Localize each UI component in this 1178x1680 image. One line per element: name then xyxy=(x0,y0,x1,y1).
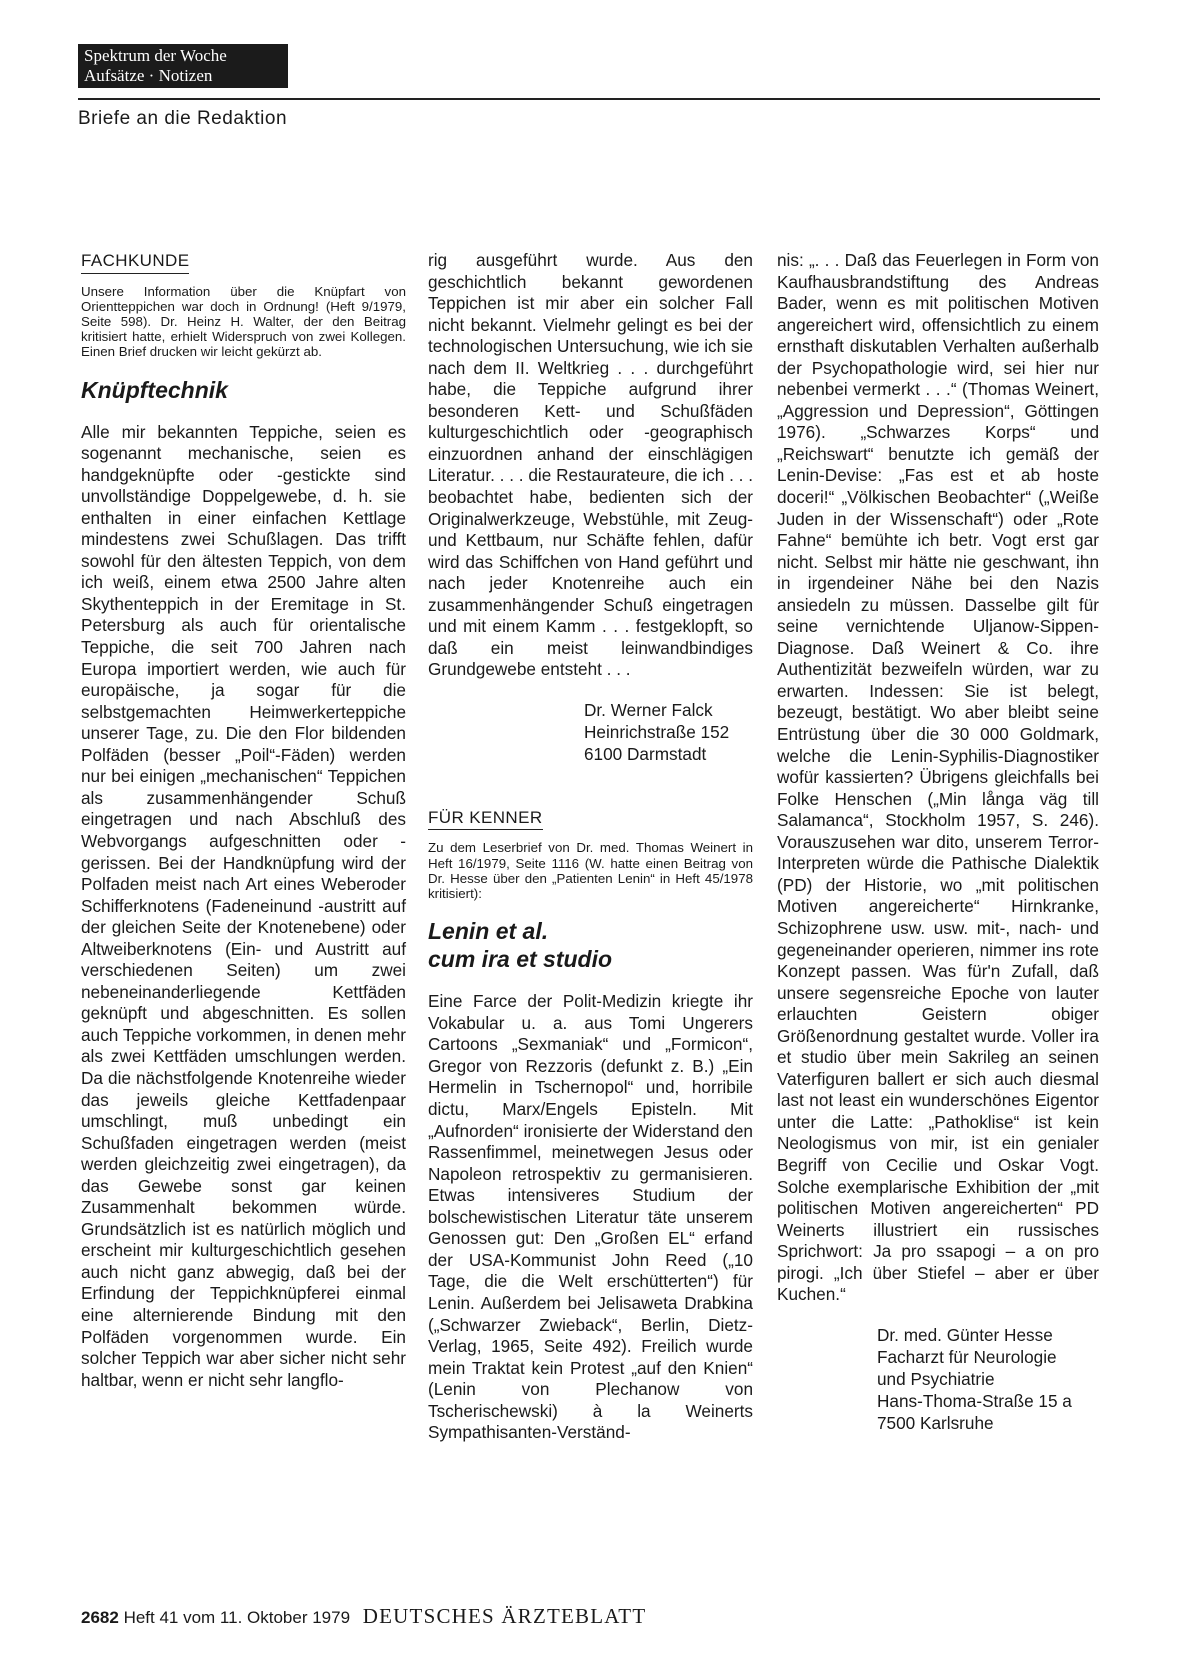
letter2-body-part1: Eine Farce der Polit-Medizin kriegte ihr Vokabular u. a. aus Tomi Ungerers Cartoons „Sexmaniak“ und „Formicon“, Gregor von Rezzoris (defunkt z. B.) „Ein Hermelin in Tschernopol“ und, horribile dictu, Marx/Engels Episteln. Mit „Aufnorden“ ironisierte der Widerstand den Rassenfimmel, meinetwegen Jesus oder Napoleon retrospektiv zu germanisieren. Etwas intensiveres Studium der bolschewistischen Literatur täte unserem Genossen gut: Den „Großen EL“ erfand der USA-Kommunist John Reed („10 Tage, die die Welt erschütterten“) für Lenin. Außerdem bei Jelisaweta Drabkina („Schwarzer Zwieback“, Berlin, Dietz-Verlag, 1965, Seite 492). Freilich wurde mein Traktat kein Protest „auf den Knien“ (Lenin von Plechanow von Tscherischewski) à la Weinerts Sympathisanten-Verständ- xyxy=(428,991,753,1443)
letter2-headline-line1: Lenin et al. xyxy=(428,918,549,945)
journal-name: DEUTSCHES ÄRZTEBLATT xyxy=(362,1604,647,1628)
letter1-body-part1: Alle mir bekannten Teppiche, seien es sogenannt mechanische, seien es handgeknüpfte oder -gestickte sind unvollständige Doppelgewebe, d. h. sie enthalten in einer einfachen Kettlage mindestens zwei Schußlagen. Das trifft sowohl für den ältesten Teppich, von dem ich weiß, einem etwa 2500 Jahre alten Skythenteppich in der Eremitage in St. Petersburg als auch für orientalische Teppiche, die seit 700 Jahren nach Europa importiert werden, wie auch für europäische, ja sogar für die selbstgemachten Heimwerkerteppiche unserer Tage, zu. Die den Flor bildenden Polfäden (besser „Poil“-Fäden) werden nur bei einigen „mechanischen“ Teppichen als zusammenhängender Schuß eingetragen und nach Abschluß des Webvorgangs aufgeschnitten oder -gerissen. Bei der Handknüpfung wird der Polfaden meist nach Art eines Weberoder Schifferknotens (Fadeneinund -austritt auf der gleichen Seite der Knotenebene) oder Altweiberknotens (Ein- und Austritt auf verschiedenen Seiten) um zwei nebeneinanderliegende Kettfäden geknüpft und abgeschnitten. Es sollen auch Teppiche vorkommen, in denen mehr als zwei Kettfäden umschlungen werden. Da die nächstfolgende Knotenreihe wieder das jeweils gleiche Kettfadenpaar umschlingt, muß unbedingt ein Schußfaden eingetragen werden (meist werden gleichzeitig zwei eingetragen), da das Gewebe sonst gar keinen Zusammenhalt bekommen würde. Grundsätzlich ist es natürlich möglich und erscheint mir kulturgeschichtlich gesehen auch nicht ganz abwegig, daß bei der Erfindung der Teppichknüpferei einmal eine alternierende Bindung mit den Polfäden vorgenommen wurde. Ein solcher Teppich war aber sicher nicht sehr haltbar, wenn er nicht sehr langflo- xyxy=(81,421,406,1390)
page-footer xyxy=(81,1604,646,1629)
section-label-line2: Aufsätze · Notizen xyxy=(84,66,213,85)
signature-line: 6100 Darmstadt xyxy=(584,743,707,764)
column-3 xyxy=(777,250,1099,1434)
letter1-intro: Unsere Information über die Knüpfart von Orientteppichen war doch in Ordnung! (Heft 9/1979, Seite 598). Dr. Heinz H. Walter, der den Beitrag kritisiert hatte, erhielt Widerspruch von zwei Kollegen. Einen Brief drucken wir leicht gekürzt ab. xyxy=(81,283,406,360)
letter1-kicker: FACHKUNDE xyxy=(81,250,189,274)
signature-line: 7500 Karlsruhe xyxy=(877,1412,994,1433)
letter2-signature xyxy=(877,1324,1099,1434)
letter1-body-part2: rig ausgeführt wurde. Aus den geschichtlich bekannt gewordenen Teppichen ist mir aber ein solcher Fall nicht bekannt. Vielmehr gelingt es bei der technologischen Untersuchung, wie ich sie nach dem II. Weltkrieg . . . durchgeführt habe, die Teppiche aufgrund ihrer besonderen Kett- und Schußfäden kulturgeschichtlich oder -geographisch einzuordnen anhand der einschlägigen Literatur. . . . die Restaurateure, die ich . . . beobachtet habe, bedienten sich der Originalwerkzeuge, Webstühle, mit Zeug- und Kettbaum, nur Schäfte fehlen, dafür wird das Schiffchen von Hand geführt und nach jeder Knotenreihe auch ein zusammenhängender Schuß eingetragen und mit einem Kamm . . . festgeklopft, so daß ein meist leinwandbindiges Grundgewebe entsteht . . . xyxy=(428,250,753,680)
letter2-kicker: FÜR KENNER xyxy=(428,807,543,831)
header-rule xyxy=(78,98,1100,100)
page-number: 2682 xyxy=(81,1608,119,1627)
section-label-line1: Spektrum der Woche xyxy=(84,46,227,65)
signature-line: Facharzt für Neurologie xyxy=(877,1346,1057,1367)
page-section-title: Briefe an die Redaktion xyxy=(78,108,288,129)
section-label xyxy=(78,44,288,88)
letter2-headline xyxy=(428,917,753,973)
letter2-body-part2: nis: „. . . Daß das Feuerlegen in Form von Kaufhausbrandstiftung des Andreas Bader, wenn es mit politischen Motiven angereichert wird, offensichtlich zu einem ernsthaft diskutablen Verhalten außerhalb der Psychopathologie wird, sei hier nur nebenbei vermerkt . . .“ (Thomas Weinert, „Aggression und Depression“, Göttingen 1976). „Schwarzes Korps“ und „Reichswart“ benutzte ich gemäß der Lenin-Devise: „Fas est et ab hoste doceri!“ „Völkischen Beobachter“ („Weiße Juden in der Wissenschaft“) oder „Rote Fahne“ bemühte ich betr. Vogt erst gar nicht. Selbst mir hätte nie geschwant, ihn in irgendeiner Nähe bei den Nazis ansiedeln zu müssen. Dasselbe gilt für seine vernichtende Uljanow-Sippen-Diagnose. Daß Weinert & Co. ihre Authentizität bezweifeln würden, war zu erwarten. Indessen: Sie ist belegt, bezeugt, bestätigt. Wo aber bleibt seine Entrüstung über die 30 000 Goldmark, welche die Lenin-Syphilis-Diagnostiker wofür kassierten? Übrigens gleichfalls bei Folke Henschen („Min långa väg till Salamanca“, Stockholm 1957, S. 246). Vorauszusehen war dito, unserem Terror-Interpreten würde die Pathische Dialektik (PD) der Historie, wo „mit politischen Motiven angereicherte“ Hirnkranke, Schizophrene usw. usw. mit-, nach- und gegeneinander operieren, nimmer ins rote Konzept passen. Was für'n Zufall, daß unsere segensreiche Epoche von lauter erlauchten Geistern obiger Größenordnung gestaltet wurde. Voller ira et studio über mein Sakrileg an seinen Vaterfiguren ballert er sich auch diesmal last not least ein wunderschönes Eigentor unter die Latte: „Pathoklise“ ist kein Neologismus von mir, ist ein genialer Begriff von Cecilie und Oskar Vogt. Solche exemplarische Exhibition der „mit politischen Motiven angereicherten“ PD Weinerts illustriert ein russisches Sprichwort: Ja pro ssapogi – a on pro pirogi. „Ich über Stiefel – aber er über Kuchen.“ xyxy=(777,250,1099,1305)
signature-line: und Psychiatrie xyxy=(877,1368,995,1389)
letter1-signature xyxy=(584,699,753,765)
column-2 xyxy=(428,250,753,1444)
letter1-headline: Knüpftechnik xyxy=(81,376,228,403)
signature-line: Dr. med. Günter Hesse xyxy=(877,1324,1053,1345)
signature-line: Dr. Werner Falck xyxy=(584,699,713,720)
letter2-headline-line2: cum ira et studio xyxy=(428,946,613,973)
letter2-intro: Zu dem Leserbrief von Dr. med. Thomas Weinert in Heft 16/1979, Seite 1116 (W. hatte einen Beitrag von Dr. Hesse über den „Patienten Lenin“ in Heft 45/1978 kritisiert): xyxy=(428,840,753,902)
column-1 xyxy=(81,250,406,1391)
issue-info: Heft 41 vom 11. Oktober 1979 xyxy=(123,1608,351,1627)
signature-line: Hans-Thoma-Straße 15 a xyxy=(877,1390,1072,1411)
signature-line: Heinrichstraße 152 xyxy=(584,721,730,742)
